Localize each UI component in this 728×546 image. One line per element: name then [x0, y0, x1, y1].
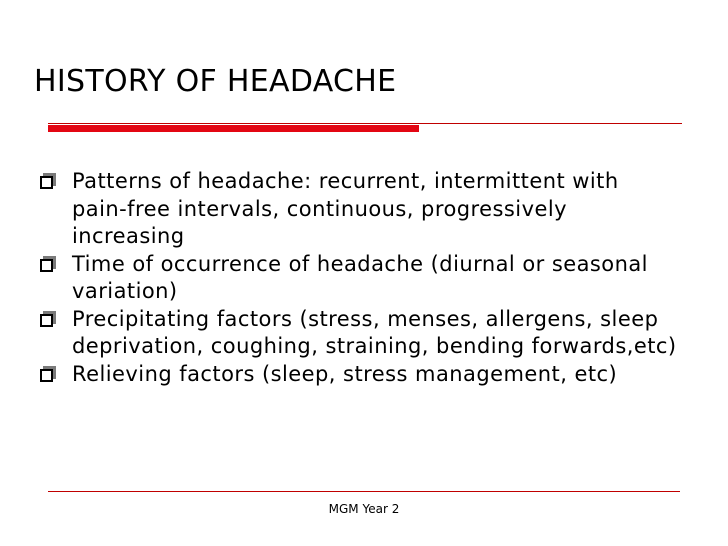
bullet-item-precipitating-factors [40, 306, 680, 361]
slide-footer [0, 502, 728, 516]
square-bullet-icon [40, 366, 56, 382]
title-underline-thin [48, 123, 682, 124]
footer-text: MGM Year 2 [328, 502, 400, 516]
slide-title: HISTORY OF HEADACHE [34, 64, 397, 99]
bullet-text: Relieving factors (sleep, stress management, etc) [72, 361, 618, 386]
bullet-text: Time of occurrence of headache (diurnal or seasonal variation) [72, 251, 648, 303]
bullet-text: Patterns of headache: recurrent, intermittent with pain-free intervals, continuous, progressively increasing [72, 169, 619, 248]
bullet-item-relieving-factors [40, 361, 680, 389]
square-bullet-icon [40, 173, 56, 189]
bullet-list [40, 168, 680, 388]
title-underline-accent-bar [48, 125, 419, 132]
bullet-text: Precipitating factors (stress, menses, allergens, sleep deprivation, coughing, straining, bending forwards,etc) [72, 306, 677, 358]
bullet-item-time-of-occurrence [40, 251, 680, 306]
square-bullet-icon [40, 256, 56, 272]
square-bullet-icon [40, 311, 56, 327]
bullet-item-patterns [40, 168, 680, 251]
footer-divider [48, 491, 680, 492]
